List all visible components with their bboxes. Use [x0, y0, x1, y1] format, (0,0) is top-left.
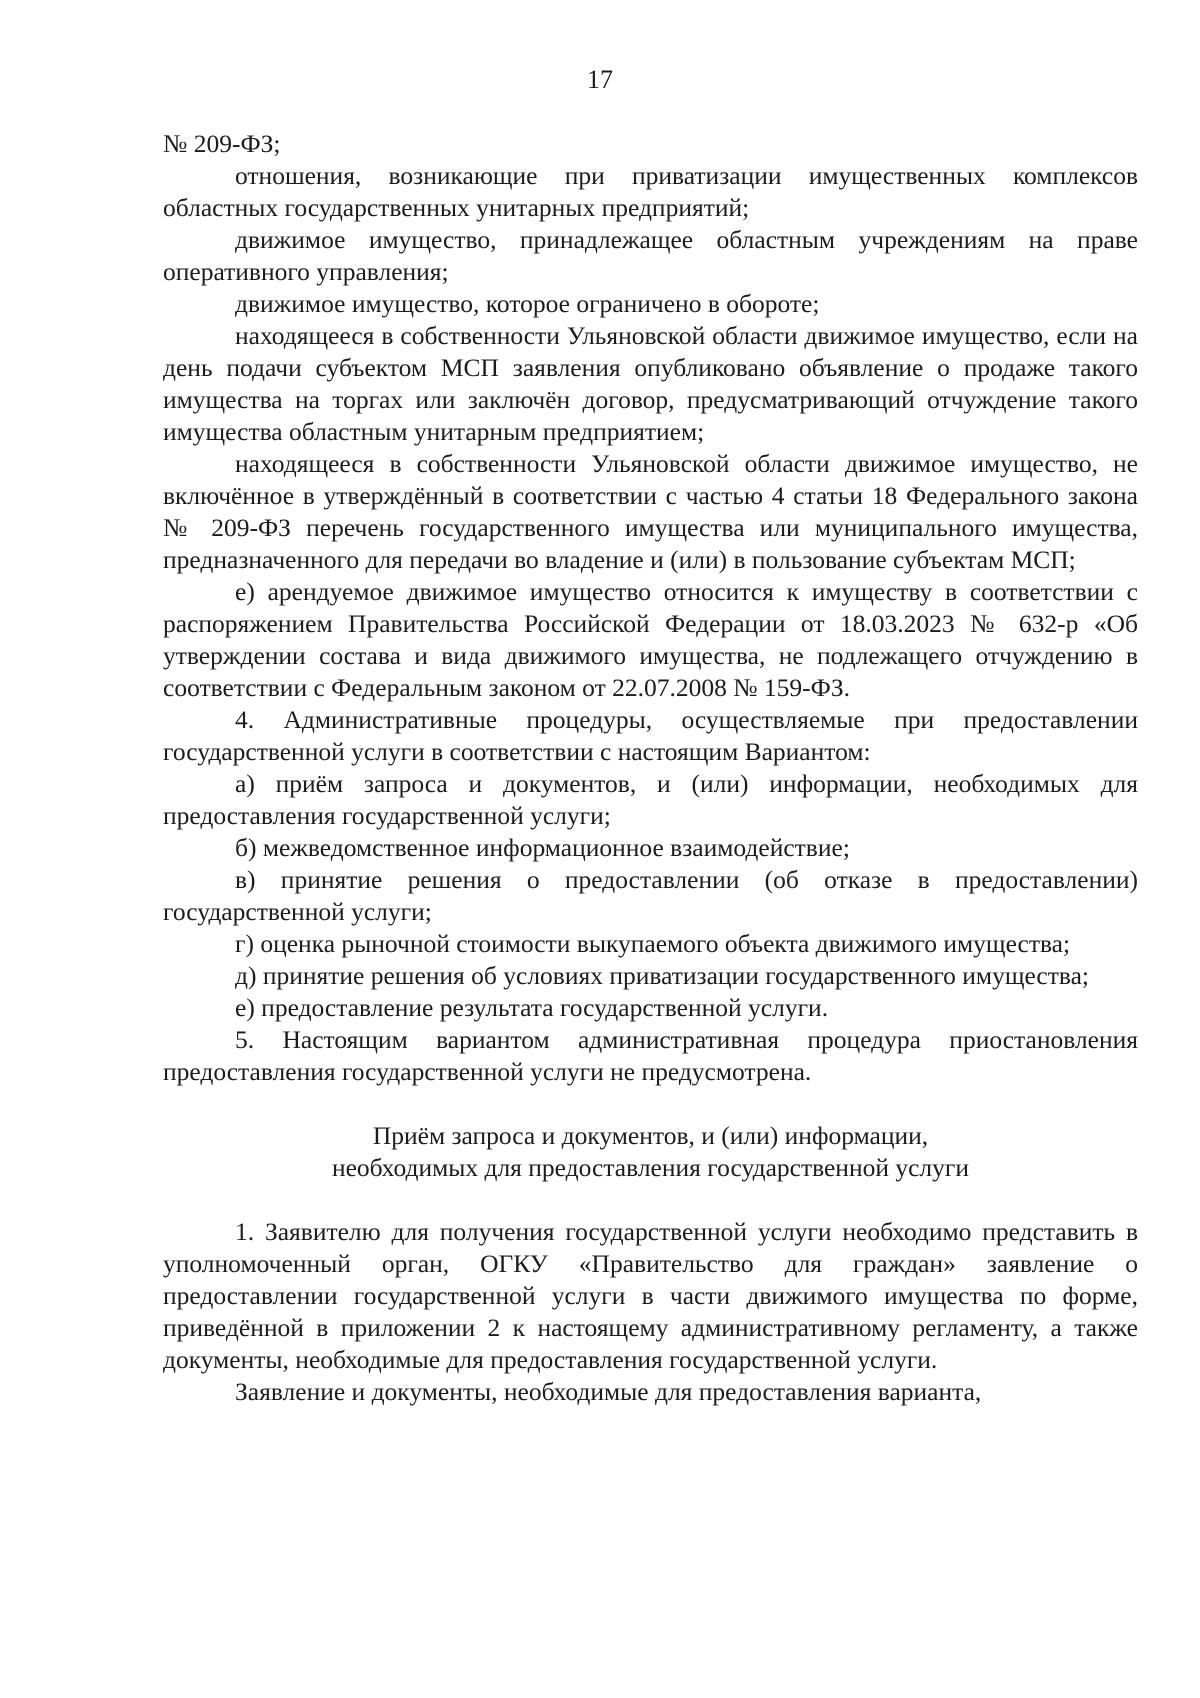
paragraph: движимое имущество, которое ограничено в обороте; [235, 289, 820, 318]
paragraph: д) принятие решения об условиях приватизации государственного имущества; [235, 961, 1089, 990]
paragraph: 5. Настоящим вариантом административная процедура приостановления предоставления государственной услуги не предусмотрена. [163, 1025, 1138, 1086]
section-heading [163, 1120, 1138, 1184]
paragraph: движимое имущество, принадлежащее областным учреждениям на праве оперативного управления; [163, 225, 1138, 286]
paragraph: находящееся в собственности Ульяновской области движимое имущество, если на день подачи субъектом МСП заявления опубликовано объявление о продаже такого имущества на торгах или заключён договор, предусматривающий отчуждение такого имущества областным унитарным предприятием; [163, 321, 1138, 446]
paragraph: 4. Административные процедуры, осуществляемые при предоставлении государственной услуги в соответствии с настоящим Вариантом: [163, 705, 1138, 766]
paragraph: 1. Заявителю для получения государственной услуги необходимо представить в уполномоченный орган, ОГКУ «Правительство для граждан» заявление о предоставлении государственной услуги в части движимого имущества по форме, приведённой в приложении 2 к настоящему административному регламенту, а также документы, необходимые для предоставления государственной услуги. [163, 1217, 1138, 1374]
paragraph: отношения, возникающие при приватизации имущественных комплексов областных государственных унитарных предприятий; [163, 161, 1138, 222]
paragraphs-before-heading [163, 128, 1138, 1088]
paragraph: г) оценка рыночной стоимости выкупаемого объекта движимого имущества; [235, 929, 1071, 958]
paragraph: находящееся в собственности Ульяновской области движимое имущество, не включённое в утверждённый в соответствии с частью 4 статьи 18 Федерального закона № 209-ФЗ перечень государственного имущества или муниципального имущества, предназначенного для передачи во владение и (или) в пользование субъектам МСП; [163, 449, 1138, 574]
section-heading-line-1: Приём запроса и документов, и (или) информации, [372, 1121, 929, 1150]
page-number: 17 [587, 65, 613, 94]
paragraph: е) предоставление результата государственной услуги. [235, 993, 829, 1022]
section-heading-line-2: необходимых для предоставления государственной услуги [331, 1153, 970, 1182]
paragraph: а) приём запроса и документов, и (или) информации, необходимых для предоставления государственной услуги; [163, 769, 1138, 830]
document-body [163, 128, 1138, 1408]
paragraph: в) принятие решения о предоставлении (об отказе в предоставлении) государственной услуги; [163, 865, 1138, 926]
paragraph: б) межведомственное информационное взаимодействие; [235, 833, 850, 862]
paragraph: № 209-ФЗ; [163, 129, 281, 158]
paragraph: Заявление и документы, необходимые для предоставления варианта, [235, 1377, 982, 1406]
paragraphs-after-heading [163, 1216, 1138, 1408]
paragraph: е) арендуемое движимое имущество относится к имуществу в соответствии с распоряжением Правительства Российской Федерации от 18.03.2023 № 632-р «Об утверждении состава и вида движимого имущества, не подлежащего отчуждению в соответствии с Федеральным законом от 22.07.2008 № 159-ФЗ. [163, 577, 1138, 702]
